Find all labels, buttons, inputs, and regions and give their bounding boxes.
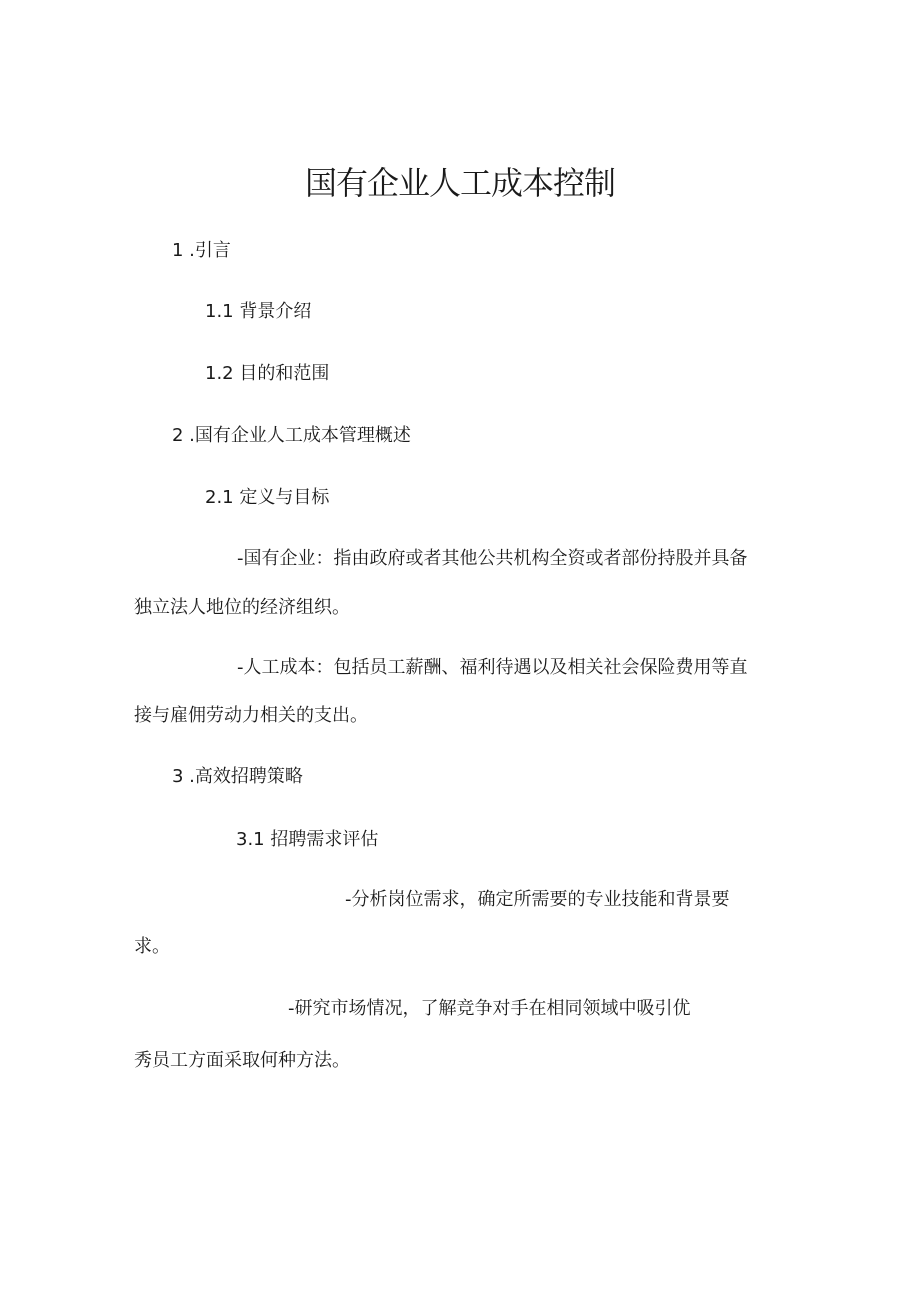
document-title: 国有企业人工成本控制 (304, 164, 615, 202)
subsection-heading-1-2: 1.2 目的和范围 (205, 363, 330, 384)
section-heading-2: 2 .国有企业人工成本管理概述 (172, 425, 411, 446)
section-heading-1: 1 .引言 (172, 240, 231, 261)
paragraph-line: -分析岗位需求，确定所需要的专业技能和背景要 (345, 889, 730, 910)
section-heading-3: 3 .高效招聘策略 (172, 766, 303, 787)
paragraph-line: 独立法人地位的经济组织。 (134, 597, 350, 618)
paragraph-line: 秀员工方面采取何种方法。 (134, 1050, 350, 1071)
paragraph-line: -人工成本：包括员工薪酬、福利待遇以及相关社会保险费用等直 (237, 657, 748, 678)
paragraph-line: 求。 (134, 936, 170, 957)
paragraph-line: -国有企业：指由政府或者其他公共机构全资或者部份持股并具备 (237, 548, 748, 569)
subsection-heading-1-1: 1.1 背景介绍 (205, 301, 312, 322)
subsection-heading-3-1: 3.1 招聘需求评估 (236, 829, 379, 850)
paragraph-line: 接与雇佣劳动力相关的支出。 (134, 705, 368, 726)
subsection-heading-2-1: 2.1 定义与目标 (205, 487, 330, 508)
paragraph-line: -研究市场情况，了解竞争对手在相同领域中吸引优 (288, 998, 691, 1019)
